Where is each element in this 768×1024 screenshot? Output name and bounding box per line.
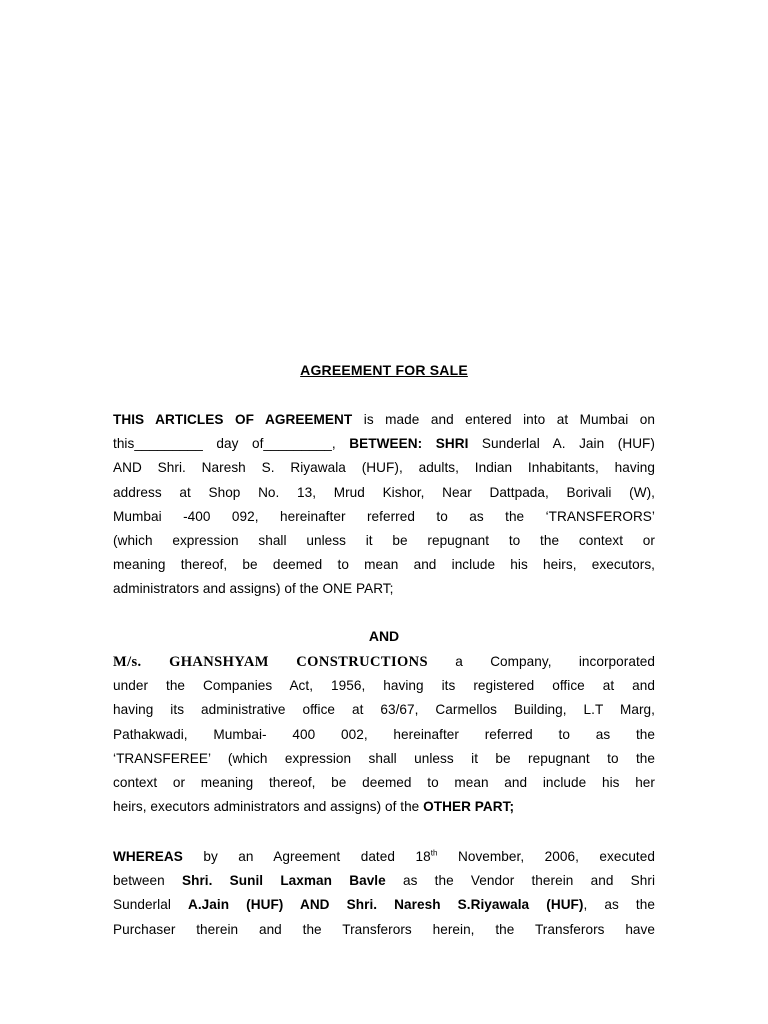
text-line xyxy=(113,432,655,456)
text-line xyxy=(113,650,655,674)
text-run: a Company, incorporated xyxy=(428,654,655,669)
text-line: under the Companies Act, 1956, having its registered office at and xyxy=(113,678,655,694)
bold-phrase: Shri. Sunil Laxman Bavle xyxy=(181,873,386,889)
parties-paragraph-transferors xyxy=(113,408,655,602)
text-line xyxy=(113,893,655,917)
superscript: th xyxy=(430,848,438,858)
text-run: Sunderlal A. Jain (HUF) xyxy=(468,436,655,452)
text-run: by an Agreement dated 18 xyxy=(182,849,431,864)
bold-phrase: OTHER PART; xyxy=(423,799,515,815)
bold-phrase: BETWEEN: SHRI xyxy=(349,436,469,452)
text-line: having its administrative office at 63/67, Carmellos Building, L.T Marg, xyxy=(113,702,655,718)
text-run: as the Vendor therein and Shri xyxy=(385,873,656,889)
text-line: Purchaser therein and the Transferors herein, the Transferors have xyxy=(113,921,655,937)
parties-paragraph-transferee xyxy=(113,650,655,819)
text-line: address at Shop No. 13, Mrud Kishor, Near Dattpada, Borivali (W), xyxy=(113,484,655,500)
whereas-paragraph xyxy=(113,845,655,942)
text-run: heirs, executors administrators and assigns) of the xyxy=(113,799,424,815)
text-line: administrators and assigns) of the ONE PART; xyxy=(113,581,394,597)
document-title: AGREEMENT FOR SALE xyxy=(300,362,468,378)
text-line: AND Shri. Naresh S. Riyawala (HUF), adults, Indian Inhabitants, having xyxy=(113,460,655,476)
text-line: ‘TRANSFEREE’ (which expression shall unless it be repugnant to the xyxy=(113,750,655,766)
text-line: Mumbai -400 092, hereinafter referred to as the ‘TRANSFERORS’ xyxy=(113,508,655,524)
text-line: (which expression shall unless it be repugnant to the context or xyxy=(113,532,655,548)
bold-phrase: A.Jain (HUF) AND Shri. Naresh S.Riyawala (HUF) xyxy=(187,897,584,913)
text-line: meaning thereof, be deemed to mean and include his heirs, executors, xyxy=(113,557,655,573)
text-line: context or meaning thereof, be deemed to mean and include his her xyxy=(113,774,655,790)
text-run: is made and entered into at Mumbai on xyxy=(352,412,655,427)
text-run: between xyxy=(113,873,182,889)
text-run xyxy=(183,849,655,864)
text-run: this_________ day of_________, xyxy=(113,436,350,452)
bold-phrase: THIS ARTICLES OF AGREEMENT xyxy=(113,412,353,427)
and-heading: AND xyxy=(368,628,400,644)
text-line xyxy=(113,869,655,893)
text-line: Pathakwadi, Mumbai- 400 002, hereinafter referred to as the xyxy=(113,726,655,742)
text-run: Sunderlal xyxy=(113,897,188,913)
text-run: , as the xyxy=(583,897,655,913)
text-line xyxy=(113,845,655,869)
text-line xyxy=(113,795,655,819)
bold-phrase: WHEREAS xyxy=(113,849,183,864)
company-name: M/s. GHANSHYAM CONSTRUCTIONS xyxy=(113,654,428,670)
text-run: November, 2006, executed xyxy=(437,849,655,864)
text-line xyxy=(113,408,655,432)
